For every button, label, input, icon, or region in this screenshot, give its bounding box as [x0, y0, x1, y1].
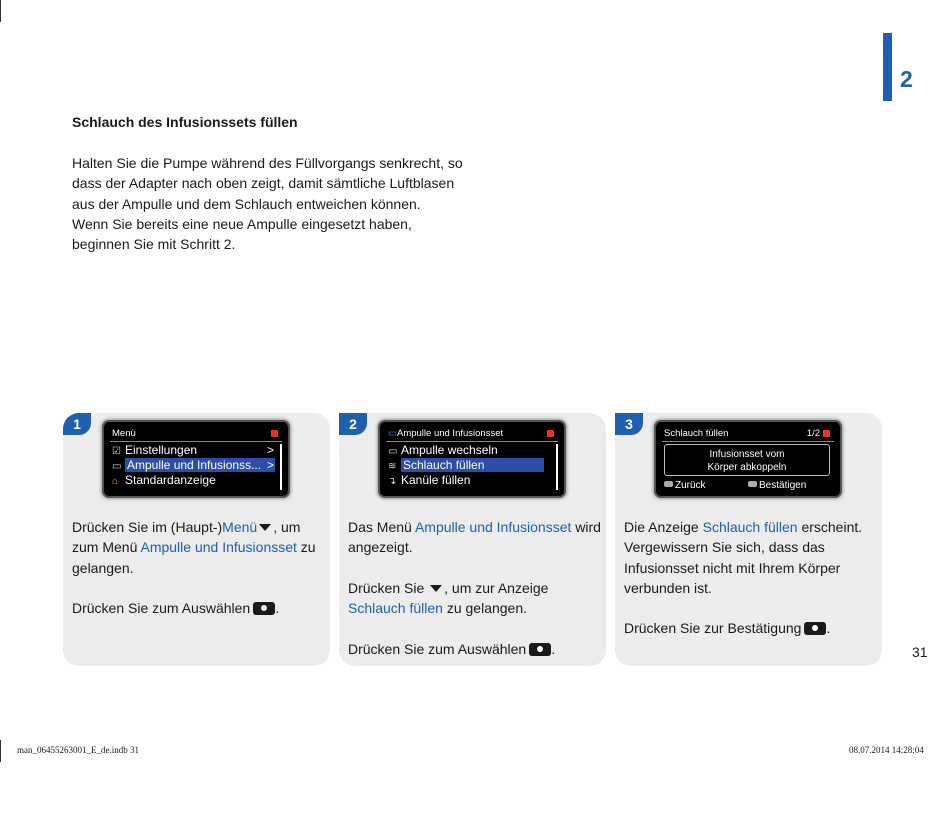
intro-paragraph: Halten Sie die Pumpe während des Füllvorgangs senkrecht, so dass der Adapter nach oben zeigt, damit sämtliche Luftblasen aus der Ampulle und dem Schlauch entweichen können.: [72, 155, 463, 212]
crop-mark-top: [0, 0, 1, 22]
menu-row-selected: [388, 458, 552, 473]
pump-screen: [380, 422, 564, 496]
menu-row-selected: [112, 458, 276, 473]
intro-text: [72, 153, 472, 254]
text-run: erscheint. Vergewissern Sie sich, dass das Infusionsset nicht mit Ihrem Körper verbunden ist.: [624, 519, 863, 596]
ampoule-icon: ▭: [388, 428, 397, 439]
status-indicator: [823, 430, 830, 437]
crop-mark-bottom: [0, 740, 1, 762]
step-panel-2: [339, 413, 606, 666]
ok-button-icon: [804, 622, 826, 635]
link-schlauch-fuellen: Schlauch füllen: [702, 519, 798, 535]
step-badge: 1: [63, 413, 91, 435]
text-run: Drücken Sie: [348, 579, 429, 596]
screen-title: [388, 428, 503, 439]
softkey-confirm: [748, 480, 806, 491]
chapter-number: 2: [900, 66, 913, 92]
menu-row-label: Einstellungen: [125, 443, 198, 457]
ampoule-icon: ▭: [388, 446, 398, 457]
step-paragraph: [348, 639, 603, 659]
text-run: Drücken Sie im (Haupt-): [72, 519, 223, 535]
step-badge: 3: [615, 413, 643, 435]
scrollbar: [280, 444, 282, 490]
softkey-label: Zurück: [675, 480, 706, 491]
text-run: zu gelangen.: [72, 539, 316, 576]
screen-page-indicator: 1/2: [806, 428, 820, 439]
menu-row-label: Standardanzeige: [125, 473, 216, 487]
text-run: , um zum Menü: [72, 519, 301, 556]
text-run: , um zur Anzeige: [444, 579, 549, 596]
pump-screen: [104, 422, 288, 496]
checkbox-icon: ☑: [112, 446, 121, 457]
page-number: 31: [912, 644, 928, 660]
screen-divider: [662, 441, 834, 442]
step-paragraph: [624, 618, 879, 638]
chevron-right-icon: >: [266, 443, 274, 457]
message-line: Körper abkoppeln: [707, 462, 787, 473]
screen-title-text: Ampulle und Infusionsset: [396, 428, 504, 439]
step-paragraph: [348, 517, 603, 558]
text-run: zu gelangen.: [442, 600, 528, 617]
section-heading: Schlauch des Infusionssets füllen: [72, 114, 298, 130]
text-run: Die Anzeige: [624, 519, 703, 535]
link-schlauch-fuellen: Schlauch füllen: [348, 600, 443, 617]
menu-row: [112, 473, 276, 488]
status-indicator: [547, 430, 554, 437]
menu-row: [112, 443, 276, 458]
intro-paragraph: Wenn Sie bereits eine neue Ampulle eingesetzt haben, beginnen Sie mit Schritt 2.: [72, 215, 412, 253]
pump-screen: [656, 422, 840, 496]
arrow-down-icon: [259, 524, 271, 531]
text-run: .: [551, 640, 556, 657]
home-icon: ⌂: [112, 476, 119, 487]
text-run: .: [826, 620, 831, 637]
step-paragraph: [348, 578, 603, 619]
softkey-icon: [748, 481, 757, 487]
cannula-icon: ↴: [388, 476, 397, 487]
status-indicator: [271, 430, 278, 437]
step-paragraph: [72, 598, 327, 618]
print-slug-date: 08.07.2014 14:28:04: [849, 745, 924, 755]
text-run: Drücken Sie zum Auswählen: [72, 600, 251, 617]
menu-row: [388, 473, 552, 488]
arrow-down-icon: [430, 585, 442, 592]
menu-row-label: Kanüle füllen: [401, 473, 471, 487]
menu-row-label: Ampulle und Infusionss...: [125, 458, 275, 472]
step-paragraph: [72, 517, 327, 578]
step-text: [72, 517, 327, 639]
screen-message: [664, 444, 830, 476]
ok-button-icon: [529, 643, 551, 656]
text-run: Drücken Sie zur Bestätigung: [624, 620, 802, 637]
menu-row-label: Schlauch füllen: [401, 458, 544, 472]
link-ampulle-infusionsset: Ampulle und Infusionsset: [140, 539, 297, 556]
menu-row-label: Ampulle wechseln: [401, 443, 498, 457]
step-paragraph: [624, 517, 879, 598]
text-run: .: [275, 600, 280, 617]
text-run: Das Menü: [348, 519, 415, 535]
softkey-icon: [664, 481, 673, 487]
text-run: wird angezeigt.: [348, 519, 601, 556]
screen-title: Schlauch füllen: [664, 428, 729, 439]
chapter-marker-bar: [883, 33, 892, 101]
screen-title: Menü: [112, 428, 136, 439]
scrollbar: [556, 444, 558, 490]
ok-button-icon: [253, 602, 275, 615]
link-ampulle-infusionsset: Ampulle und Infusionsset: [414, 519, 572, 535]
link-menu: Menü: [222, 519, 258, 535]
step-panel-1: [63, 413, 330, 666]
softkey-label: Bestätigen: [759, 480, 807, 491]
screen-divider: [110, 441, 282, 442]
tubing-icon: ≋: [388, 461, 397, 472]
step-badge: 2: [339, 413, 367, 435]
menu-row: [388, 443, 552, 458]
print-slug-file: man_06455263001_E_de.indb 31: [17, 745, 139, 755]
chevron-right-icon: >: [266, 458, 274, 472]
step-text: [624, 517, 879, 659]
ampoule-icon: ▭: [112, 461, 122, 472]
softkey-back: [664, 480, 706, 491]
step-panel-3: [615, 413, 882, 666]
message-line: Infusionsset vom: [709, 449, 785, 460]
step-text: [348, 517, 603, 679]
text-run: Drücken Sie zum Auswählen: [348, 640, 527, 657]
screen-divider: [386, 441, 558, 442]
